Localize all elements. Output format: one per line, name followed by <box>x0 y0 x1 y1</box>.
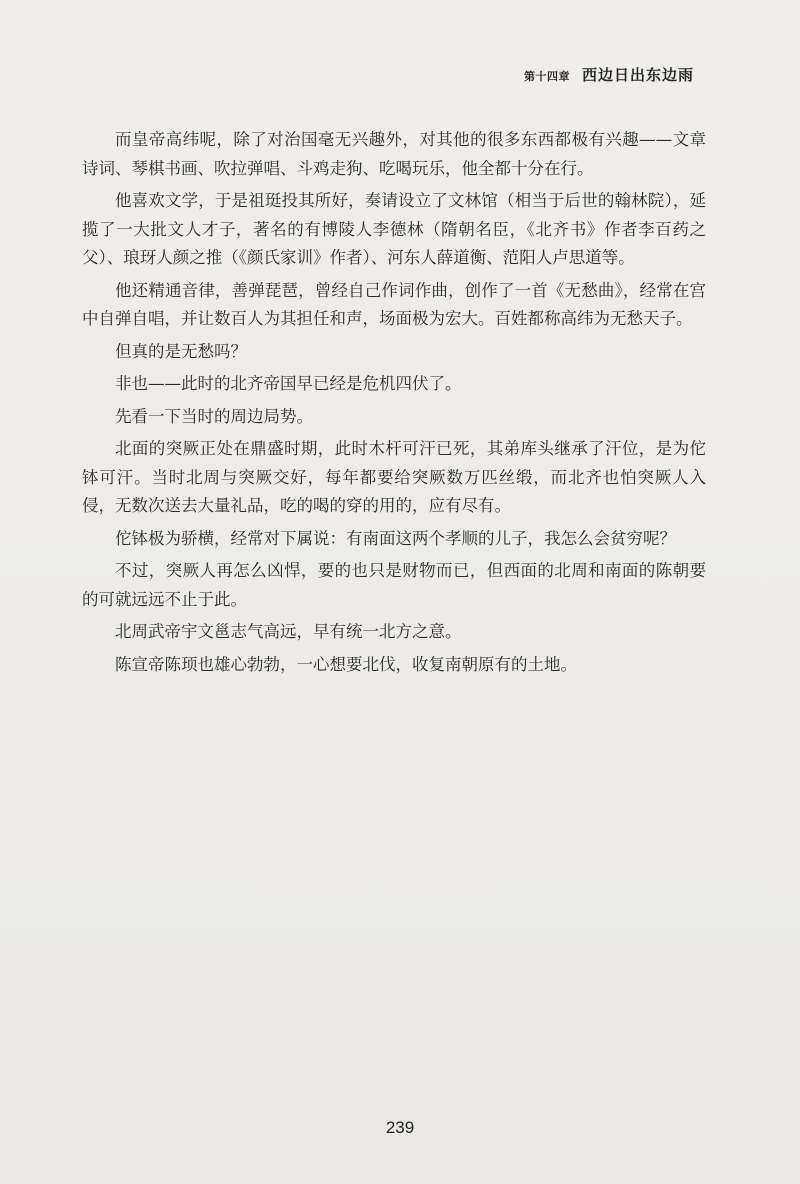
paragraph: 他喜欢文学，于是祖珽投其所好，奏请设立了文林馆（相当于后世的翰林院），延揽了一大批文人才子，著名的有博陵人李德林（隋朝名臣，《北齐书》作者李百药之父）、琅玡人颜之推（《颜氏家训》作者）、河东人薛道衡、范阳人卢思道等。 <box>82 191 706 267</box>
chapter-title: 西边日出东边雨 <box>581 67 694 84</box>
paragraph: 但真的是无愁吗？ <box>115 341 247 361</box>
paragraph: 先看一下当时的周边局势。 <box>115 406 313 426</box>
paragraph: 佗钵极为骄横，经常对下属说：有南面这两个孝顺的儿子，我怎么会贫穷呢？ <box>115 528 676 548</box>
chapter-number: 第十四章 <box>523 71 570 83</box>
page-number: 239 <box>385 1118 415 1137</box>
paragraph: 北面的突厥正处在鼎盛时期，此时木杆可汗已死，其弟库头继承了汗位，是为佗钵可汗。当时北周与突厥交好，每年都要给突厥数万匹丝缎，而北齐也怕突厥人入侵，无数次送去大量礼品，吃的喝的穿的用的，应有尽有。 <box>82 439 706 515</box>
paragraph: 非也——此时的北齐帝国早已经是危机四伏了。 <box>115 374 462 393</box>
paragraph: 北周武帝宇文邕志气高远，早有统一北方之意。 <box>115 622 462 641</box>
paragraph: 不过，突厥人再怎么凶悍，要的也只是财物而已，但西面的北周和南面的陈朝要的可就远远不止于此。 <box>82 561 706 609</box>
paragraph: 他还精通音律，善弹琵琶，曾经自己作词作曲，创作了一首《无愁曲》，经常在宫中自弹自唱，并让数百人为其担任和声，场面极为宏大。百姓都称高纬为无愁天子。 <box>82 280 706 328</box>
paragraph: 而皇帝高纬呢，除了对治国毫无兴趣外，对其他的很多东西都极有兴趣——文章诗词、琴棋书画、吹拉弹唱、斗鸡走狗、吃喝玩乐，他全都十分在行。 <box>82 130 706 178</box>
running-head <box>524 64 694 85</box>
paragraph: 陈宣帝陈顼也雄心勃勃，一心想要北伐，收复南朝原有的土地。 <box>115 654 577 674</box>
body-text <box>82 126 706 683</box>
